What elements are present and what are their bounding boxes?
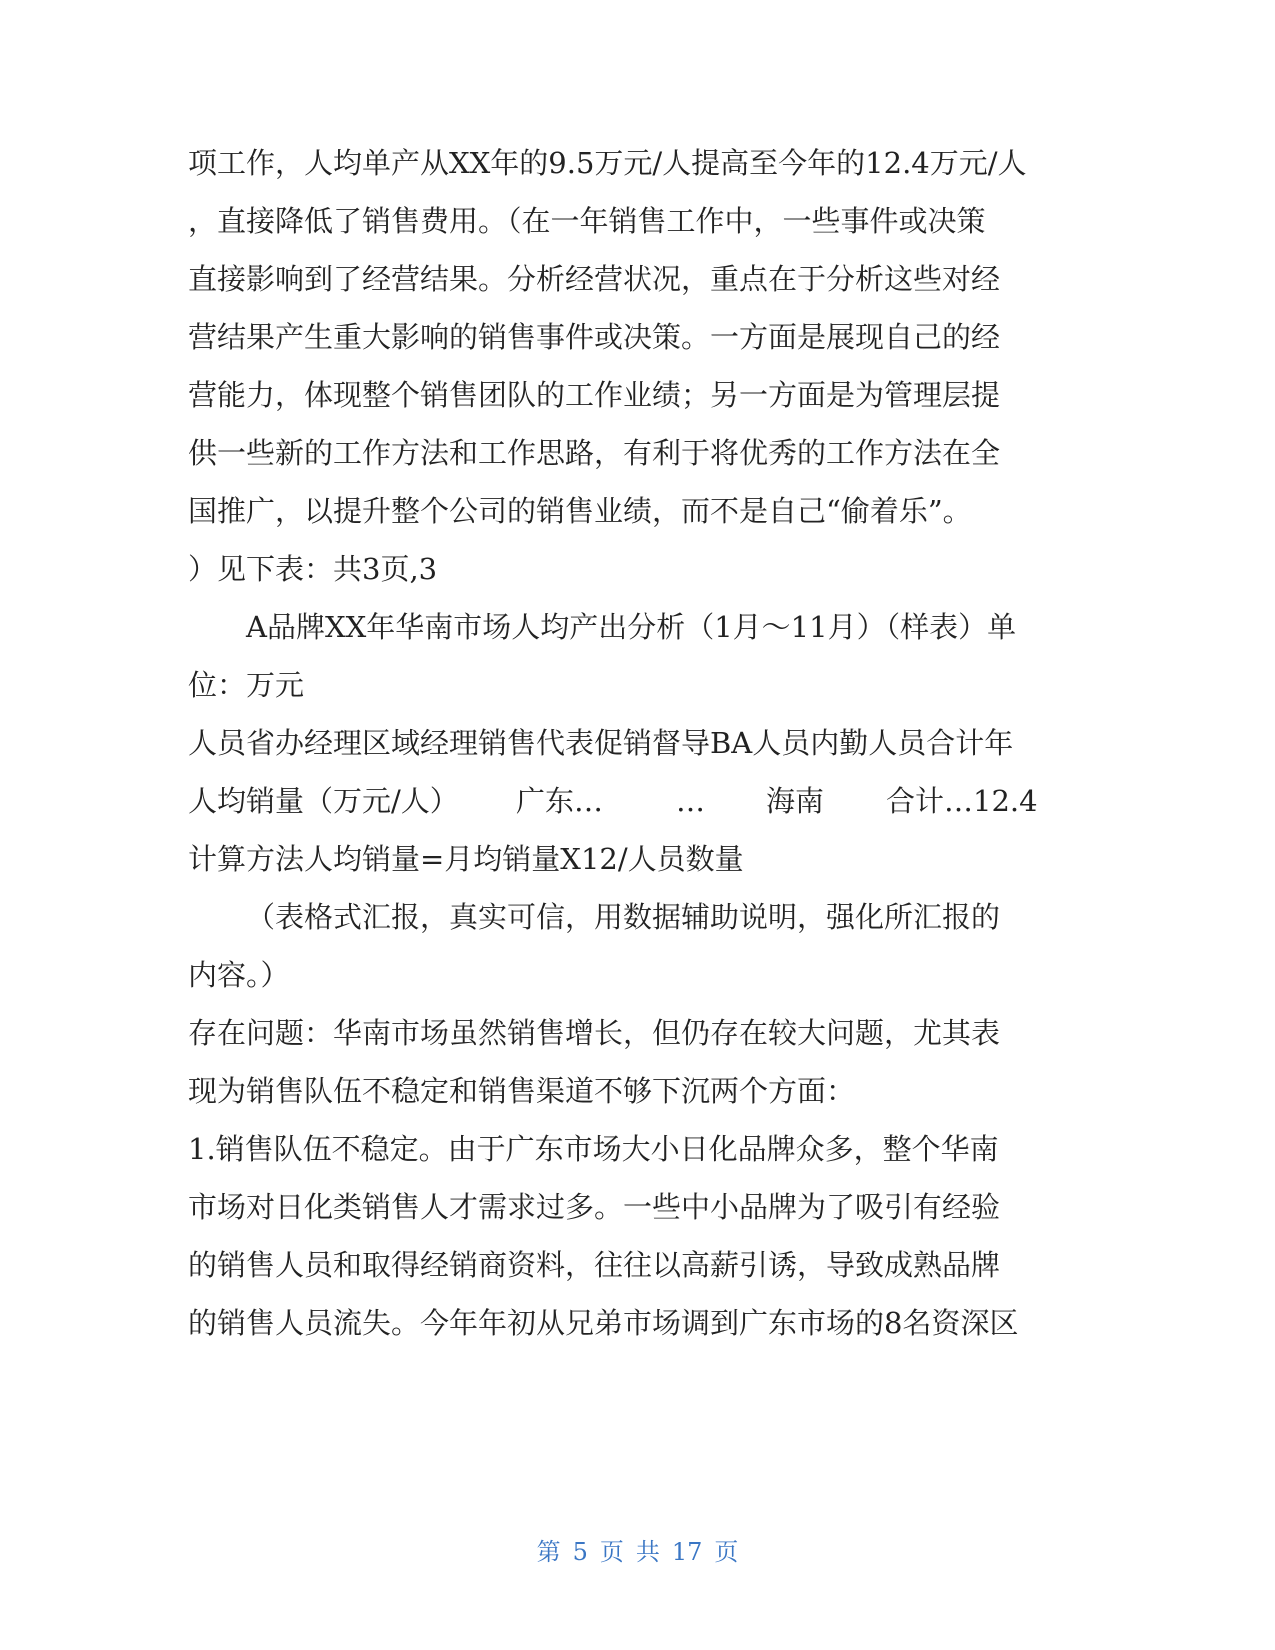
footer-word-di: 第 xyxy=(536,1538,561,1566)
point1-line-4: 的销售人员流失。今年年初从兄弟市场调到广东市场的8名资深区 xyxy=(188,1306,1019,1340)
table-cell-total: 合计…12.4 xyxy=(886,784,1038,818)
footer-word-ye-2: 页 xyxy=(714,1538,739,1566)
problem-line-2: 现为销售队伍不稳定和销售渠道不够下沉两个方面： xyxy=(188,1074,856,1108)
point1-line-1: 1.销售队伍不稳定。由于广东市场大小日化品牌众多，整个华南 xyxy=(188,1132,999,1166)
note-line-2: 内容。） xyxy=(188,958,290,992)
body-line-6: 供一些新的工作方法和工作思路，有利于将优秀的工作方法在全 xyxy=(188,436,1001,470)
table-title-line-1: A品牌XX年华南市场人均产出分析（1月～11月）（样表）单 xyxy=(246,610,1017,644)
table-cell-label: 人均销量（万元/人） xyxy=(188,784,459,818)
body-line-7: 国推广，以提升整个公司的销售业绩，而不是自己“偷着乐”。 xyxy=(188,494,972,528)
footer-total-pages: 17 xyxy=(671,1538,703,1566)
note-line-1: （表格式汇报，真实可信，用数据辅助说明，强化所汇报的 xyxy=(246,900,1001,934)
body-line-2: ，直接降低了销售费用。（在一年销售工作中，一些事件或决策 xyxy=(188,204,986,238)
point1-line-2: 市场对日化类销售人才需求过多。一些中小品牌为了吸引有经验 xyxy=(188,1190,1001,1224)
table-cell-ellipsis: … xyxy=(676,784,705,818)
calc-method-line: 计算方法人均销量=月均销量X12/人员数量 xyxy=(188,842,744,876)
table-data-row xyxy=(188,781,1088,821)
problem-line-1: 存在问题：华南市场虽然销售增长，但仍存在较大问题，尤其表 xyxy=(188,1016,1001,1050)
body-line-3: 直接影响到了经营结果。分析经营状况，重点在于分析这些对经 xyxy=(188,262,1001,296)
body-line-1: 项工作，人均单产从XX年的9.5万元/人提高至今年的12.4万元/人 xyxy=(188,146,1027,180)
footer-page-number: 5 xyxy=(572,1538,588,1566)
body-line-5: 营能力，体现整个销售团队的工作业绩；另一方面是为管理层提 xyxy=(188,378,1001,412)
page-footer xyxy=(0,1537,1275,1567)
footer-word-ye: 页 xyxy=(599,1538,624,1566)
table-header-row: 人员省办经理区域经理销售代表促销督导BA人员内勤人员合计年 xyxy=(188,726,1014,760)
body-line-4: 营结果产生重大影响的销售事件或决策。一方面是展现自己的经 xyxy=(188,320,1001,354)
body-line-8: ）见下表：共3页,3 xyxy=(188,552,438,586)
table-cell-guangdong: 广东… xyxy=(516,784,604,818)
table-title-line-2: 位：万元 xyxy=(188,668,305,702)
footer-word-gong: 共 xyxy=(635,1538,660,1566)
point1-line-3: 的销售人员和取得经销商资料，往往以高薪引诱，导致成熟品牌 xyxy=(188,1248,1001,1282)
table-cell-hainan: 海南 xyxy=(766,784,825,818)
